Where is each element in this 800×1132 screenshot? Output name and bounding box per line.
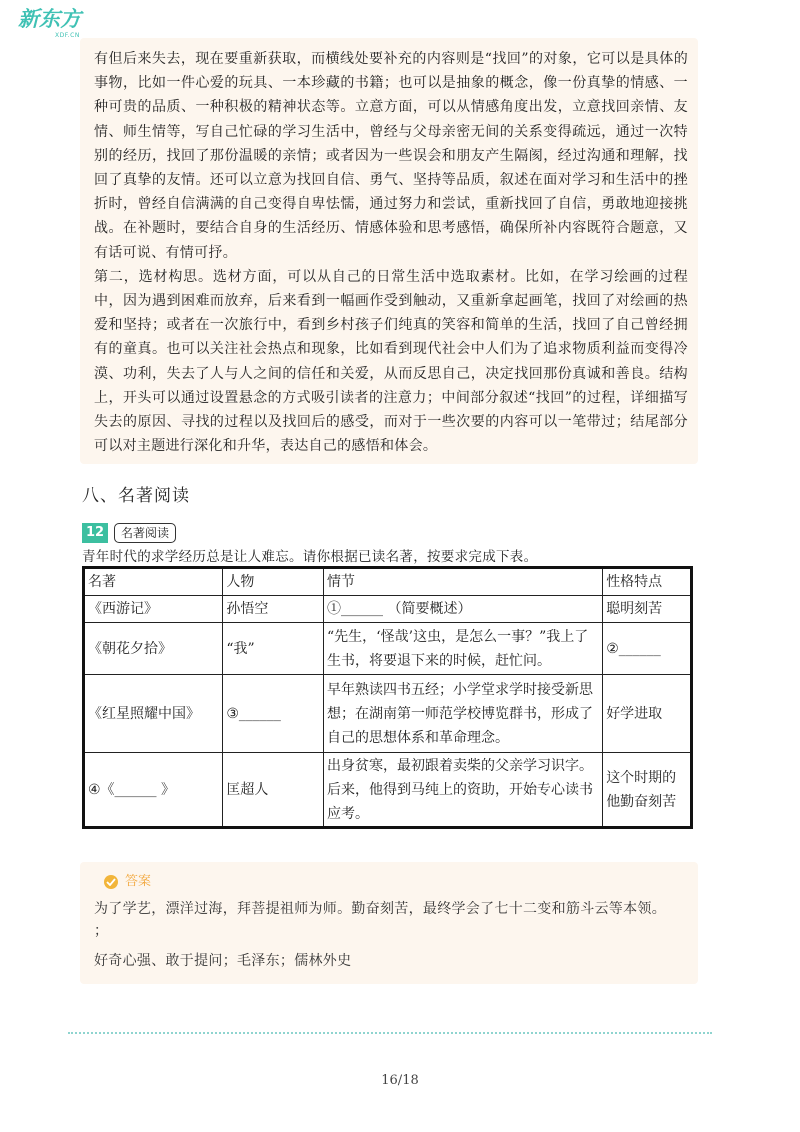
- cell-person: ③______: [223, 675, 324, 753]
- cell-plot: ①______ （简要概述）: [324, 596, 603, 623]
- cell-trait: 这个时期的他勤奋刻苦: [603, 753, 692, 828]
- cell-trait: ②______: [603, 623, 692, 675]
- cell-book: ④《______ 》: [84, 753, 223, 828]
- header-person: 人物: [223, 568, 324, 596]
- essay-guidance-box: [80, 38, 698, 464]
- cell-trait: 好学进取: [603, 675, 692, 753]
- cell-book: 《红星照耀中国》: [84, 675, 223, 753]
- cell-plot: 早年熟读四书五经；小学堂求学时接受新思想；在湖南第一师范学校博览群书，形成了自己的思想体系和革命理念。: [324, 675, 603, 753]
- table-row: [84, 596, 692, 623]
- answer-line-1: 为了学艺，漂洋过海，拜菩提祖师为师。勤奋刻苦，最终学会了七十二变和筋斗云等本领。: [94, 901, 666, 917]
- table-row: [84, 675, 692, 753]
- cell-person: “我”: [223, 623, 324, 675]
- essay-paragraph-1: 有但后来失去，现在要重新获取，而横线处要补充的内容则是“找回”的对象，它可以是具体的事物，比如一件心爱的玩具、一本珍藏的书籍；也可以是抽象的概念，像一份真挚的情感、一种可贵的品质、一种积极的精神状态等。立意方面，可以从情感角度出发，立意找回亲情、友情、师生情等，写自己忙碌的学习生活中，曾经与父母亲密无间的关系变得疏远，通过一次特别的经历，找回了那份温暖的亲情；或者因为一些误会和朋友产生隔阂，经过沟通和理解，找回了真挚的友情。还可以立意为找回自信、勇气、坚持等品质，叙述在面对学习和生活中的挫折时，曾经自信满满的自己变得自卑怯懦，通过努力和尝试，重新找回了自信，勇敢地迎接挑战。在补题时，要结合自身的生活经历、情感体验和思考感悟，确保所补内容既符合题意，又有话可说、有情可抒。: [94, 51, 688, 261]
- header-plot: 情节: [324, 568, 603, 596]
- page-number: 16/18: [381, 1073, 419, 1088]
- essay-paragraph-2: 第二，选材构思。选材方面，可以从自己的日常生活中选取素材。比如，在学习绘画的过程中，因为遇到困难而放弃，后来看到一幅画作受到触动，又重新拿起画笔，找回了对绘画的热爱和坚持；或者在一次旅行中，看到乡村孩子们纯真的笑容和简单的生活，找回了自己曾经拥有的童真。也可以关注社会热点和现象，比如看到现代社会中人们为了追求物质利益而变得冷漠、功利，失去了人与人之间的信任和关爱，从而反思自己，决定找回那份真诚和善良。结构上，开头可以通过设置悬念的方式吸引读者的注意力；中间部分叙述“找回”的过程，详细描写失去的原因、寻找的过程以及找回后的感受，而对于一些次要的内容可以一笔带过；结尾部分可以对主题进行深化和升华，表达自己的感悟和体会。: [94, 268, 688, 455]
- header-book: 名著: [84, 568, 223, 596]
- answer-line-2: ；: [94, 923, 109, 939]
- question-type-tag: 名著阅读: [114, 523, 176, 543]
- answer-box: [80, 862, 698, 984]
- cell-trait: 聪明刻苦: [603, 596, 692, 623]
- cell-book: 《西游记》: [84, 596, 223, 623]
- cell-person: 孙悟空: [223, 596, 324, 623]
- table-row: [84, 623, 692, 675]
- xdf-logo: [18, 8, 88, 42]
- cell-plot: “先生，‘怪哉’这虫，是怎么一事？”我上了生书，将要退下来的时候，赶忙问。: [324, 623, 603, 675]
- cell-plot: 出身贫寒，最初跟着卖柴的父亲学习识字。后来，他得到马纯上的资助，开始专心读书应考。: [324, 753, 603, 828]
- question-number-badge: 12: [82, 523, 108, 543]
- question-prompt: 青年时代的求学经历总是让人难忘。请你根据已读名著，按要求完成下表。: [82, 549, 538, 565]
- answer-label: 答案: [125, 874, 152, 889]
- cell-book: 《朝花夕拾》: [84, 623, 223, 675]
- cell-person: 匡超人: [223, 753, 324, 828]
- table-row: [84, 753, 692, 828]
- table-header-row: [84, 568, 692, 596]
- footer-divider: [68, 1032, 712, 1034]
- answer-line-3: 好奇心强、敢于提问；毛泽东；儒林外史: [94, 953, 352, 969]
- classics-table: [82, 566, 693, 829]
- logo-text: 新东方: [18, 7, 81, 31]
- section-title: 八、名著阅读: [82, 486, 190, 506]
- header-trait: 性格特点: [603, 568, 692, 596]
- check-icon: [104, 875, 118, 889]
- logo-domain: XDF.CN: [55, 32, 80, 39]
- answer-header: [104, 872, 684, 892]
